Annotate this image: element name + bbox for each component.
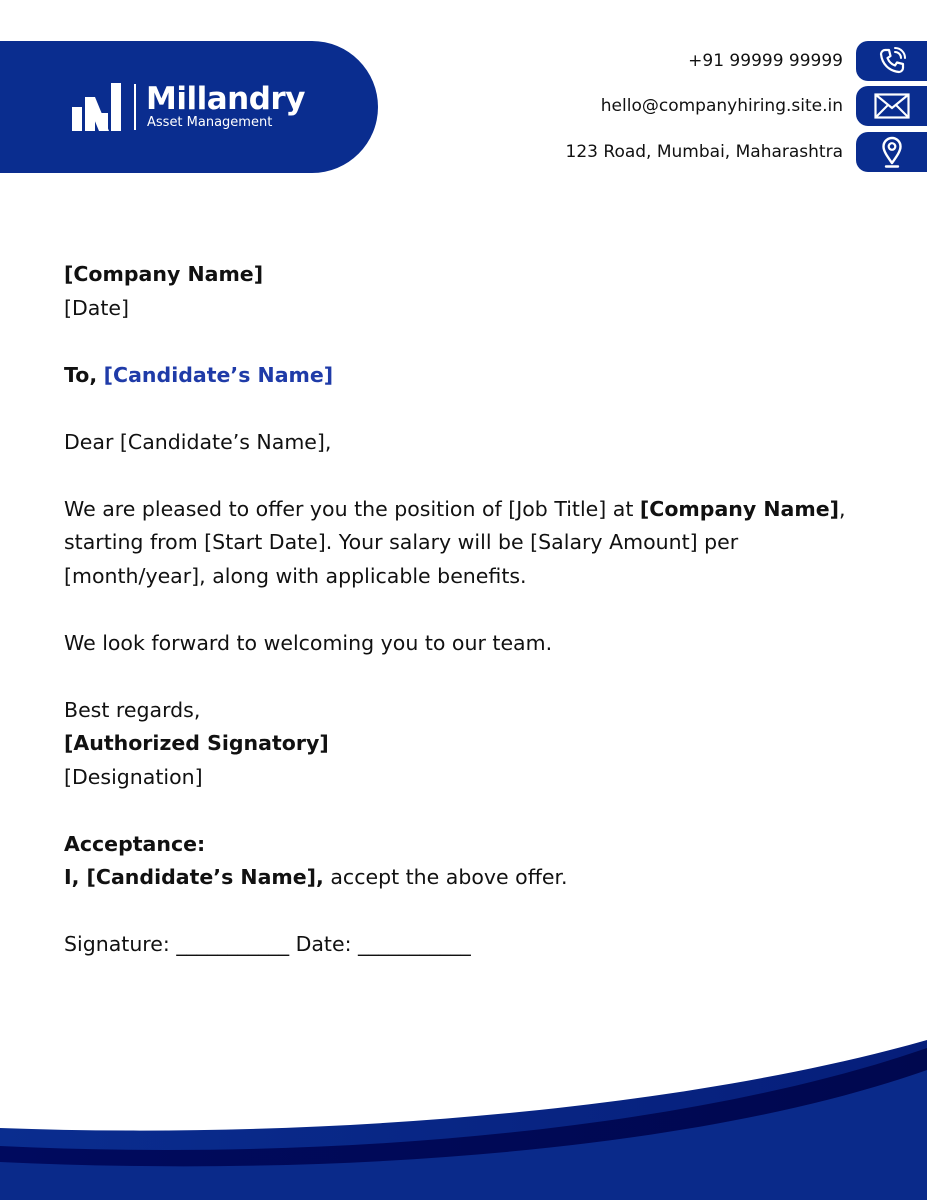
logo-bars-icon <box>72 83 122 131</box>
signature-line: Signature: ___________ Date: ___________ <box>64 932 471 956</box>
phone-icon <box>856 41 927 81</box>
logo-divider <box>134 84 136 130</box>
contact-address: 123 Road, Mumbai, Maharashtra <box>565 142 843 162</box>
greeting: Dear [Candidate’s Name], <box>64 429 332 454</box>
company-logo <box>72 82 305 132</box>
acceptance-bold: I, [Candidate’s Name], <box>64 865 324 889</box>
regards: Best regards, <box>64 697 201 722</box>
designation: [Designation] <box>64 764 203 789</box>
offer-text-b: , <box>839 496 846 521</box>
contact-address-row <box>566 132 927 172</box>
location-icon <box>856 132 927 172</box>
contact-phone-row <box>688 41 927 81</box>
offer-line-3: [month/year], along with applicable benefits. <box>64 563 527 588</box>
footer-wave <box>0 1000 927 1200</box>
contact-email-row <box>601 86 927 126</box>
logo-text <box>146 83 305 131</box>
contact-email[interactable]: hello@companyhiring.site.in <box>600 96 843 116</box>
letter-company: [Company Name] <box>64 262 264 286</box>
offer-line-2: starting from [Start Date]. Your salary will be [Salary Amount] per <box>64 530 739 554</box>
acceptance-line <box>64 861 864 895</box>
to-prefix: To, <box>64 362 98 387</box>
brand-name: Millandry <box>146 81 305 117</box>
offer-text-a: We are pleased to offer you the position of [Job Title] at <box>64 496 640 521</box>
mail-icon <box>856 86 927 126</box>
closing-line: We look forward to welcoming you to our team. <box>64 630 553 655</box>
recipient-line <box>64 359 864 393</box>
signatory: [Authorized Signatory] <box>64 731 329 755</box>
offer-line-1 <box>64 493 864 527</box>
letter-body <box>64 258 864 962</box>
letter-date: [Date] <box>64 295 129 320</box>
brand-tagline: Asset Management <box>147 115 273 130</box>
candidate-name: [Candidate’s Name] <box>103 362 334 387</box>
offer-company: [Company Name] <box>639 496 839 521</box>
acceptance-rest: accept the above offer. <box>323 865 568 889</box>
acceptance-heading: Acceptance: <box>64 831 206 856</box>
contact-phone[interactable]: +91 99999 99999 <box>688 51 843 71</box>
